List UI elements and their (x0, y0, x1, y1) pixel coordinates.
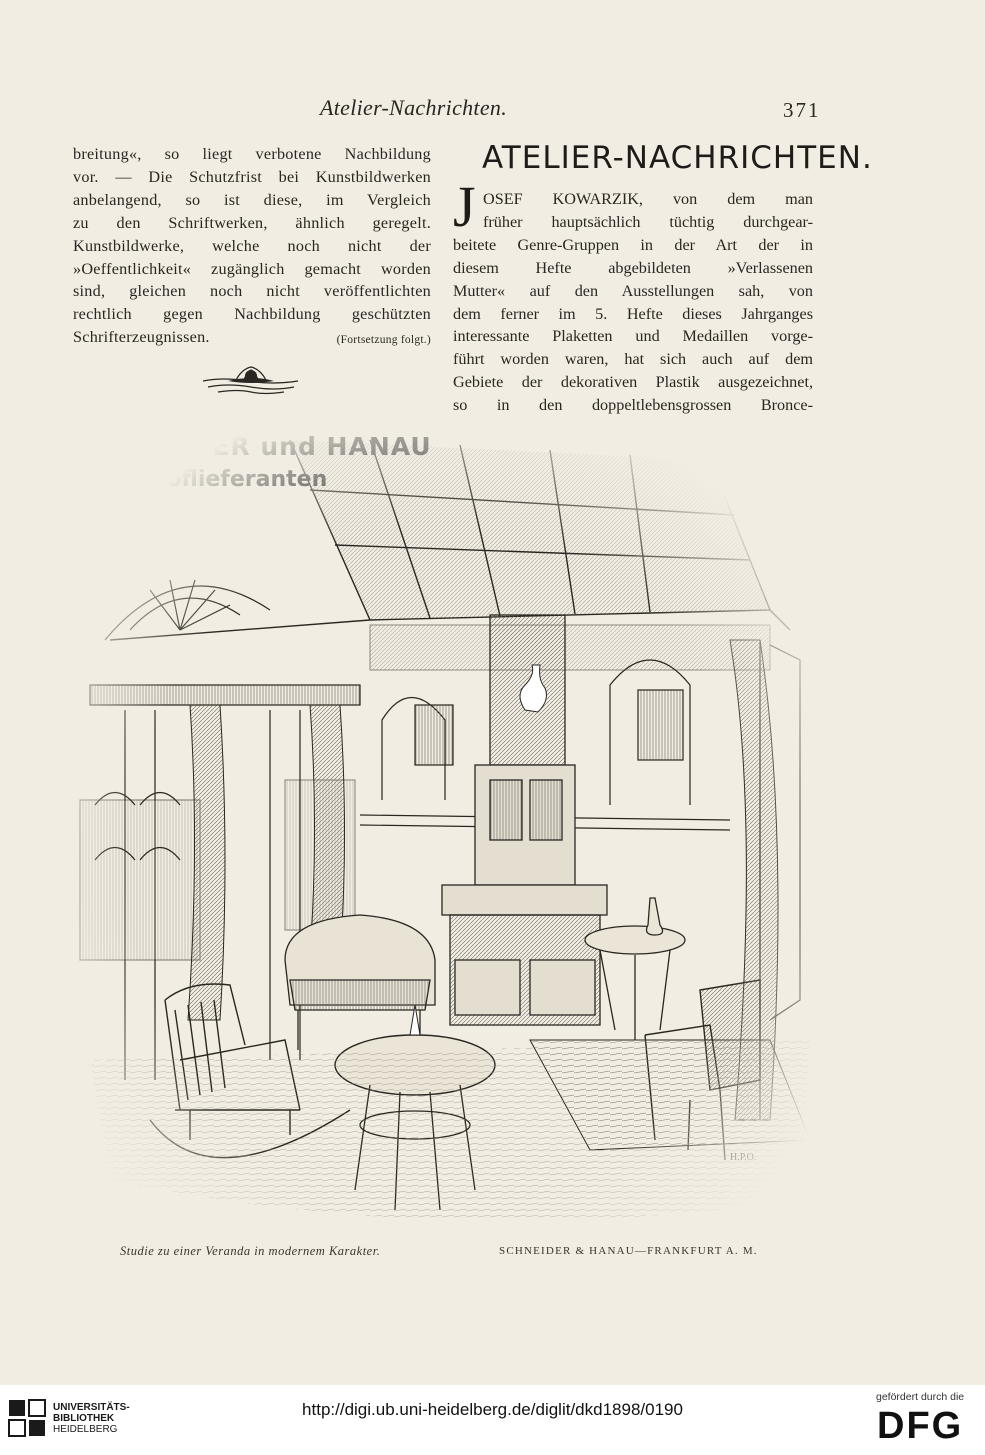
footer-bar (0, 1385, 985, 1455)
library-name-line: HEIDELBERG (53, 1424, 118, 1435)
text-line: führt worden waren, hat sich auch auf dem (453, 350, 813, 369)
library-name-line: UNIVERSITÄTS- (53, 1402, 130, 1413)
last-line-row (73, 326, 431, 349)
text-line: anbelangend, so ist diese, im Vergleich (73, 190, 431, 209)
drop-capital: J (453, 174, 476, 239)
text-line: »Oeffentlichkeit« zugänglich gemacht worden (73, 259, 431, 278)
page-number: 371 (783, 98, 821, 122)
text-line: sind, gleichen noch nicht veröffentlichten (73, 282, 431, 301)
text-line: früher hauptsächlich tüchtig durchgear- (483, 212, 813, 231)
left-column-text (73, 143, 431, 352)
funding-note: gefördert durch die (876, 1391, 965, 1403)
permalink-url[interactable]: http://digi.ub.uni-heidelberg.de/diglit/dkd1898/0190 (302, 1400, 683, 1419)
text-line: beitete Genre-Gruppen in der Art der in (453, 235, 813, 254)
continuation-note: (Fortsetzung folgt.) (336, 334, 431, 347)
running-header: Atelier-Nachrichten. (320, 95, 508, 120)
text-line: so in den doppeltlebensgrossen Bronce- (453, 396, 813, 415)
library-name-line: BIBLIOTHEK (53, 1413, 115, 1424)
text-line: interessante Plaketten und Medaillen vorge- (453, 327, 813, 346)
text-line: rechtlich gegen Nachbildung geschützten (73, 305, 431, 324)
text-line: vor. — Die Schutzfrist bei Kunstbildwerken (73, 167, 431, 186)
veranda-interior-illustration (70, 420, 810, 1230)
right-column-text (453, 188, 813, 417)
text-line: Mutter« auf den Ausstellungen sah, von (453, 281, 813, 300)
text-line: Schrifterzeugnissen. (73, 328, 210, 347)
section-heading: ATELIER-NACHRICHTEN. (482, 140, 873, 176)
illustration-caption: Studie zu einer Veranda in modernem Karakter. (120, 1244, 381, 1258)
dfg-logo: DFG (877, 1405, 964, 1447)
lotus-ornament-icon (198, 363, 304, 397)
text-line: dem ferner im 5. Hefte dieses Jahrganges (453, 304, 813, 323)
text-line: Gebiete der dekorativen Plastik ausgezeichnet, (453, 373, 813, 392)
text-line: zu den Schriftwerken, ähnlich geregelt. (73, 213, 431, 232)
text-line: breitung«, so liegt verbotene Nachbildung (73, 145, 431, 163)
text-line: OSEF KOWARZIK, von dem man (483, 190, 813, 208)
text-line: Kunstbildwerke, welche noch nicht der (73, 236, 431, 255)
text-line: diesem Hefte abgebildeten »Verlassenen (453, 258, 813, 277)
illustration-credit: SCHNEIDER & HANAU—FRANKFURT A. M. (499, 1245, 758, 1257)
